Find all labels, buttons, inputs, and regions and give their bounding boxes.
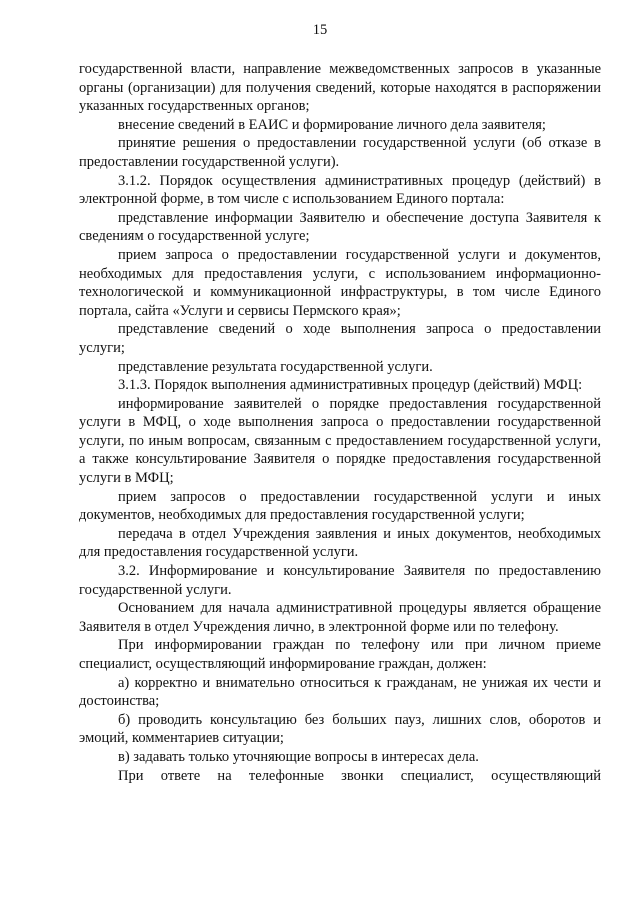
paragraph: представление информации Заявителю и обеспечение доступа Заявителя к сведениям о государственной услуге; [79, 209, 601, 245]
paragraph: При ответе на телефонные звонки специалист, осуществляющий [118, 767, 601, 784]
paragraph: а) корректно и внимательно относиться к гражданам, не унижая их чести и достоинства; [79, 674, 601, 710]
paragraph: Основанием для начала административной процедуры является обращение Заявителя в отдел Учреждения лично, в электронной форме или по телефону. [79, 600, 601, 635]
paragraph: государственной власти, направление межведомственных запросов в указанные органы (организации) для получения сведений, которые находятся в распоряжении указанных государственных органов; [79, 61, 601, 115]
paragraph: принятие решения о предоставлении государственной услуги (об отказе в предоставлении государственной услуги). [79, 135, 601, 170]
paragraph: 3.1.3. Порядок выполнения административных процедур (действий) МФЦ: [118, 377, 583, 394]
page-number: 15 [312, 22, 328, 38]
paragraph: 3.2. Информирование и консультирование Заявителя по предоставлению государственной услуги. [79, 563, 601, 598]
paragraph: в) задавать только уточняющие вопросы в интересах дела. [118, 748, 479, 765]
document-body [79, 60, 601, 785]
paragraph: б) проводить консультацию без больших пауз, лишних слов, оборотов и эмоций, комментариев ситуации; [79, 711, 601, 747]
paragraph: прием запросов о предоставлении государственной услуги и иных документов, необходимых для предоставления государственной услуги; [79, 488, 601, 524]
paragraph: представление сведений о ходе выполнения запроса о предоставлении услуги; [79, 321, 601, 356]
paragraph: 3.1.2. Порядок осуществления административных процедур (действий) в электронной форме, в том числе с использованием Единого портала: [79, 172, 601, 208]
paragraph: представление результата государственной услуги. [118, 358, 433, 375]
paragraph: информирование заявителей о порядке предоставления государственной услуги в МФЦ, о ходе выполнения запроса о предоставлении государственной услуги, по иным вопросам, связанным с предоставлением государственной услуги, а также консультирование Заявителя о порядке предоставления государственной услуги в МФЦ; [79, 395, 601, 487]
paragraph: прием запроса о предоставлении государственной услуги и документов, необходимых для предоставления услуги, с использованием информационно-технологической и коммуникационной инфраструктуры, в том числе Единого портала, сайта «Услуги и сервисы Пермского края»; [79, 246, 601, 319]
paragraph: передача в отдел Учреждения заявления и иных документов, необходимых для предоставления государственной услуги. [79, 525, 601, 561]
paragraph: При информировании граждан по телефону или при личном приеме специалист, осуществляющий информирование граждан, должен: [79, 637, 601, 672]
paragraph: внесение сведений в ЕАИС и формирование личного дела заявителя; [118, 116, 546, 133]
